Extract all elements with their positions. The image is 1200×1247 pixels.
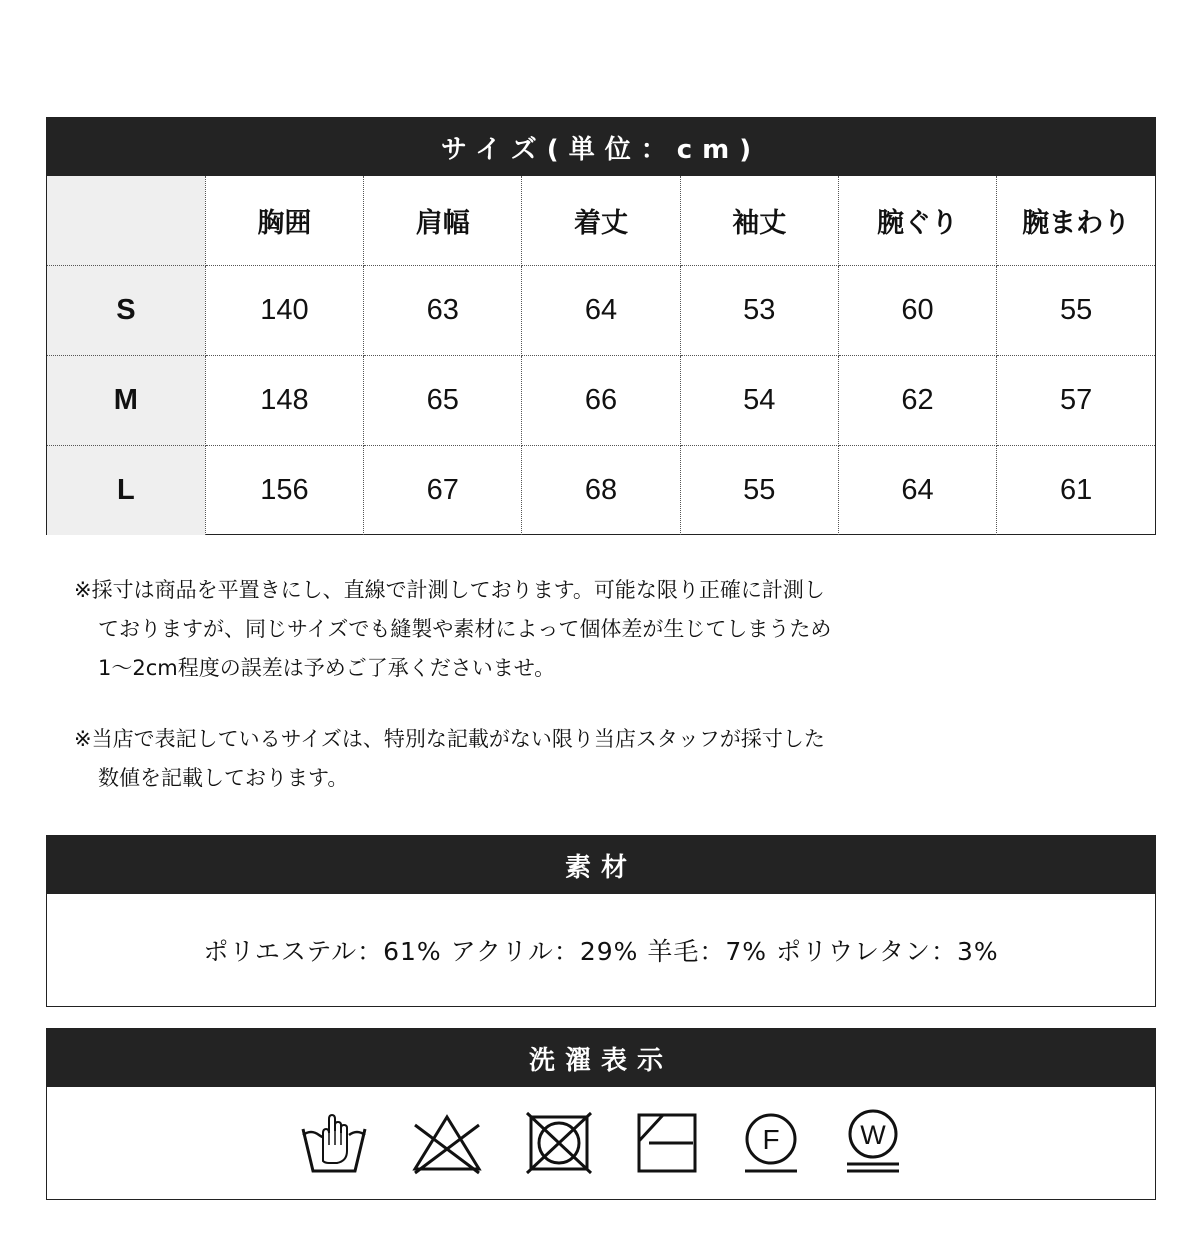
size-source-note (74, 720, 1074, 798)
table-cell: 55 (997, 266, 1155, 356)
care-icons (47, 1087, 1155, 1199)
care-section (46, 1028, 1156, 1200)
size-table-corner (47, 176, 205, 266)
measurement-note (74, 571, 1074, 688)
size-table (47, 176, 1155, 535)
table-cell: 64 (838, 446, 996, 536)
size-table-header-row (47, 176, 1155, 266)
table-cell: 67 (364, 446, 522, 536)
note-line: ※採寸は商品を平置きにし、直線で計測しております。可能な限り正確に計測し (74, 578, 825, 602)
column-header: 胸囲 (205, 176, 363, 266)
note-line: 1〜2cm程度の誤差は予めご了承くださいませ。 (98, 656, 556, 680)
wet-clean-letter: W (860, 1120, 886, 1150)
size-section-title: サイズ(単位：cm) (47, 118, 1155, 176)
dry-clean-f-icon (741, 1111, 801, 1175)
table-cell: 65 (364, 356, 522, 446)
care-section-title: 洗濯表示 (47, 1029, 1155, 1087)
table-cell: 64 (522, 266, 680, 356)
note-line: 数値を記載しております。 (98, 766, 349, 790)
table-cell: 54 (680, 356, 838, 446)
table-cell: 53 (680, 266, 838, 356)
material-composition: ポリエステル：61% アクリル：29% 羊毛：7% ポリウレタン：3% (203, 937, 999, 966)
table-cell: 66 (522, 356, 680, 446)
table-cell: 63 (364, 266, 522, 356)
wet-clean-w-icon (843, 1108, 903, 1178)
size-table-section (46, 117, 1156, 535)
row-label: L (47, 446, 205, 536)
table-cell: 60 (838, 266, 996, 356)
table-row (47, 356, 1155, 446)
hand-wash-icon (299, 1111, 369, 1175)
table-cell: 61 (1059, 474, 1093, 506)
table-cell: 62 (838, 356, 996, 446)
table-row (47, 446, 1155, 536)
table-cell: 55 (680, 446, 838, 536)
note-line: ※当店で表記しているサイズは、特別な記載がない限り当店スタッフが採寸した (74, 727, 825, 751)
table-cell: 156 (205, 446, 363, 536)
column-header: 着丈 (522, 176, 680, 266)
column-header: 肩幅 (364, 176, 522, 266)
column-header: 腕ぐり (838, 176, 996, 266)
table-cell: 148 (205, 356, 363, 446)
row-label: S (47, 266, 205, 356)
dry-clean-letter: F (762, 1124, 780, 1155)
no-bleach-icon (411, 1111, 483, 1175)
material-section-title: 素材 (47, 836, 1155, 894)
table-cell: 140 (205, 266, 363, 356)
column-header: 腕まわり (997, 176, 1155, 266)
table-row (47, 266, 1155, 356)
line-dry-shade-icon (635, 1111, 699, 1175)
table-cell: 57 (997, 356, 1155, 446)
table-cell: 68 (522, 446, 680, 536)
row-label: M (47, 356, 205, 446)
note-line: ておりますが、同じサイズでも縫製や素材によって個体差が生じてしまうため (98, 617, 832, 641)
material-section (46, 835, 1156, 1007)
no-tumble-dry-icon (525, 1111, 593, 1175)
column-header: 袖丈 (680, 176, 838, 266)
